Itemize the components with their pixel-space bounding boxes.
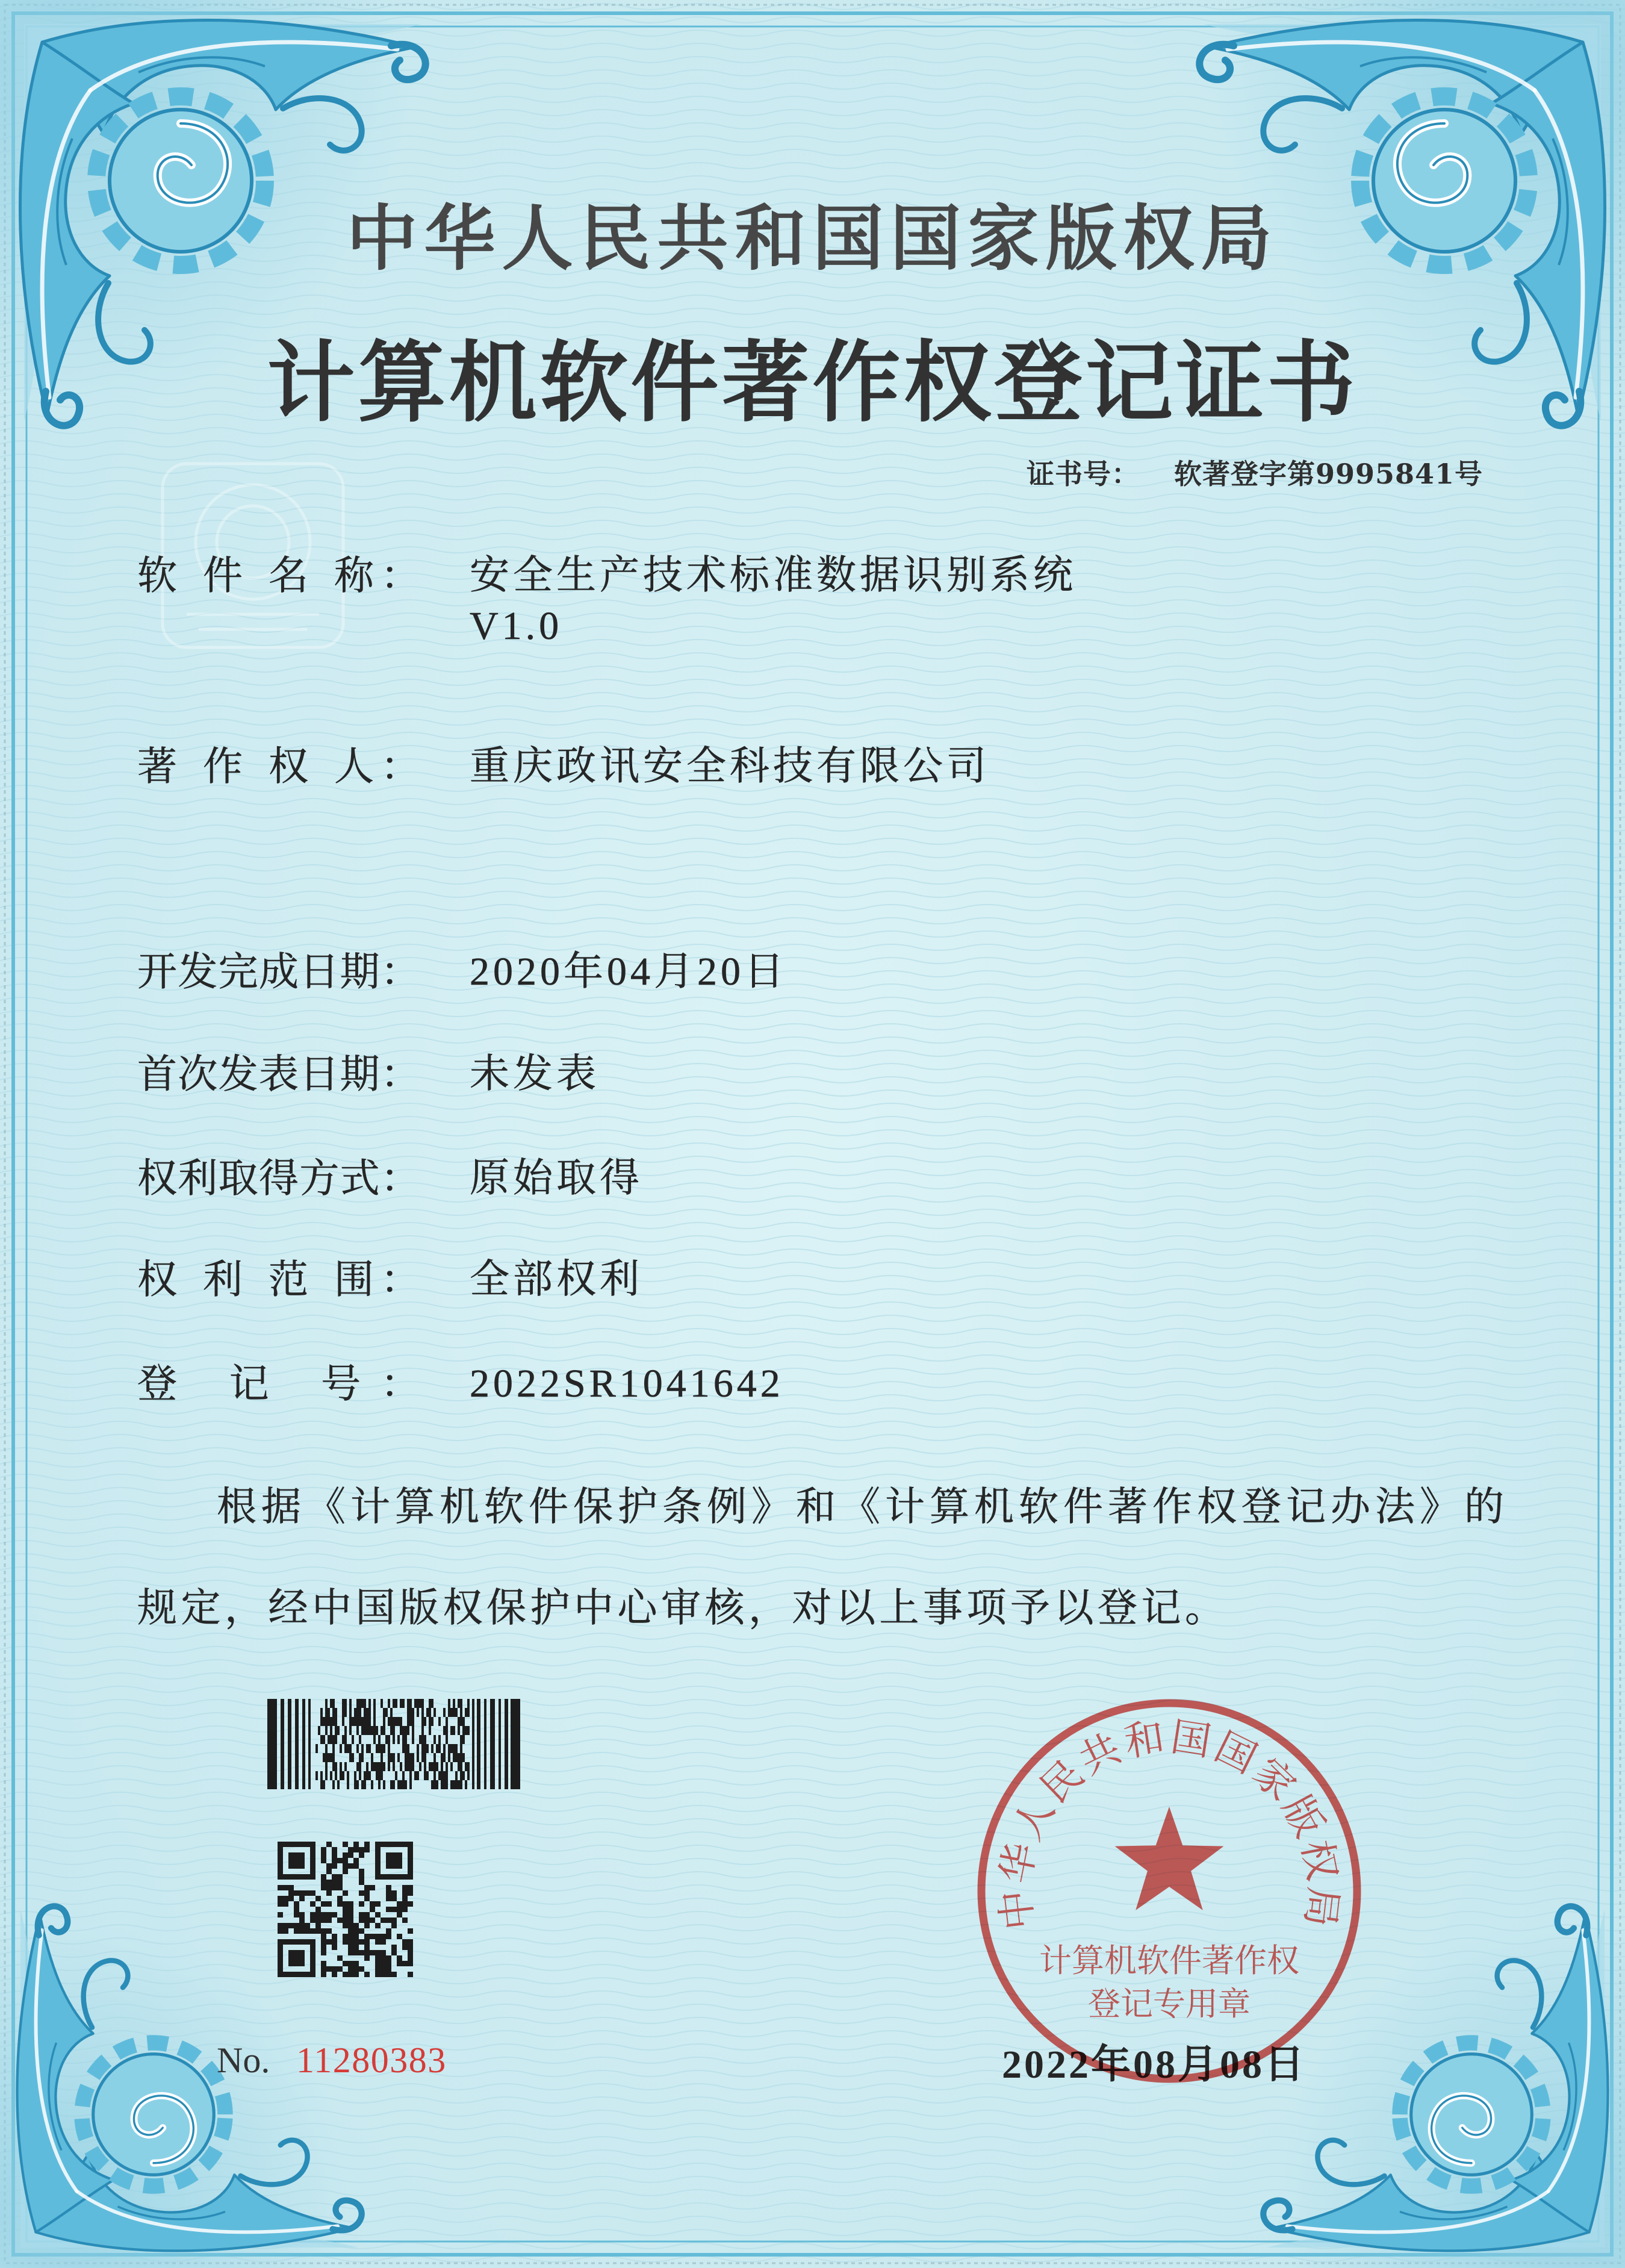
rights-scope-value: 全部权利 (470, 1257, 643, 1301)
development-date-value: 2020年04月20日 (470, 950, 788, 994)
certificate-number-value: 软著登字第9995841号 (1174, 458, 1484, 490)
seal-ring-text-path: 中华人民共和国国家版权局 (991, 1713, 1347, 1933)
acquisition-method-value: 原始取得 (470, 1156, 643, 1200)
registration-number-label: 登 记 号： (137, 1360, 420, 1407)
statement-line-2: 规定，经中国版权保护中心审核，对以上事项予以登记。 (137, 1584, 1229, 1631)
barcode (267, 1699, 520, 1789)
qr-code (278, 1842, 413, 1977)
serial-number: 11280383 (296, 2040, 447, 2080)
seal-line-2: 登记专用章 (1088, 1985, 1251, 2023)
certificate-title: 计算机软件著作权登记证书 (267, 331, 1358, 434)
first-publication-value: 未发表 (470, 1052, 600, 1096)
certificate-number-label: 证书号： (1027, 458, 1140, 490)
issuer-title: 中华人民共和国国家版权局 (346, 197, 1279, 280)
copyright-owner-label: 著 作 权 人： (137, 743, 420, 790)
software-name-value: 安全生产技术标准数据识别系统 (470, 553, 1077, 597)
development-date-label: 开发完成日期： (137, 949, 420, 995)
rights-scope-label: 权 利 范 围： (137, 1256, 420, 1303)
star-icon (1115, 1807, 1224, 1910)
first-publication-label: 首次发表日期： (137, 1051, 420, 1097)
seal-line-1: 计算机软件著作权 (1039, 1942, 1299, 1980)
copyright-owner-value: 重庆政讯安全科技有限公司 (470, 744, 990, 788)
statement-line-1: 根据《计算机软件保护条例》和《计算机软件著作权登记办法》的 (217, 1483, 1509, 1530)
serial-prefix: No. (217, 2040, 270, 2080)
software-name-label: 软 件 名 称： (137, 552, 420, 599)
barcode-bars (267, 1699, 520, 1789)
acquisition-method-label: 权利取得方式： (137, 1155, 420, 1201)
qr-modules (278, 1842, 413, 1977)
issue-date: 2022年08月08日 (1002, 2043, 1307, 2087)
official-seal (959, 1680, 1380, 2102)
registration-number-value: 2022SR1041642 (470, 1362, 784, 1406)
software-version-value: V1.0 (470, 604, 563, 648)
